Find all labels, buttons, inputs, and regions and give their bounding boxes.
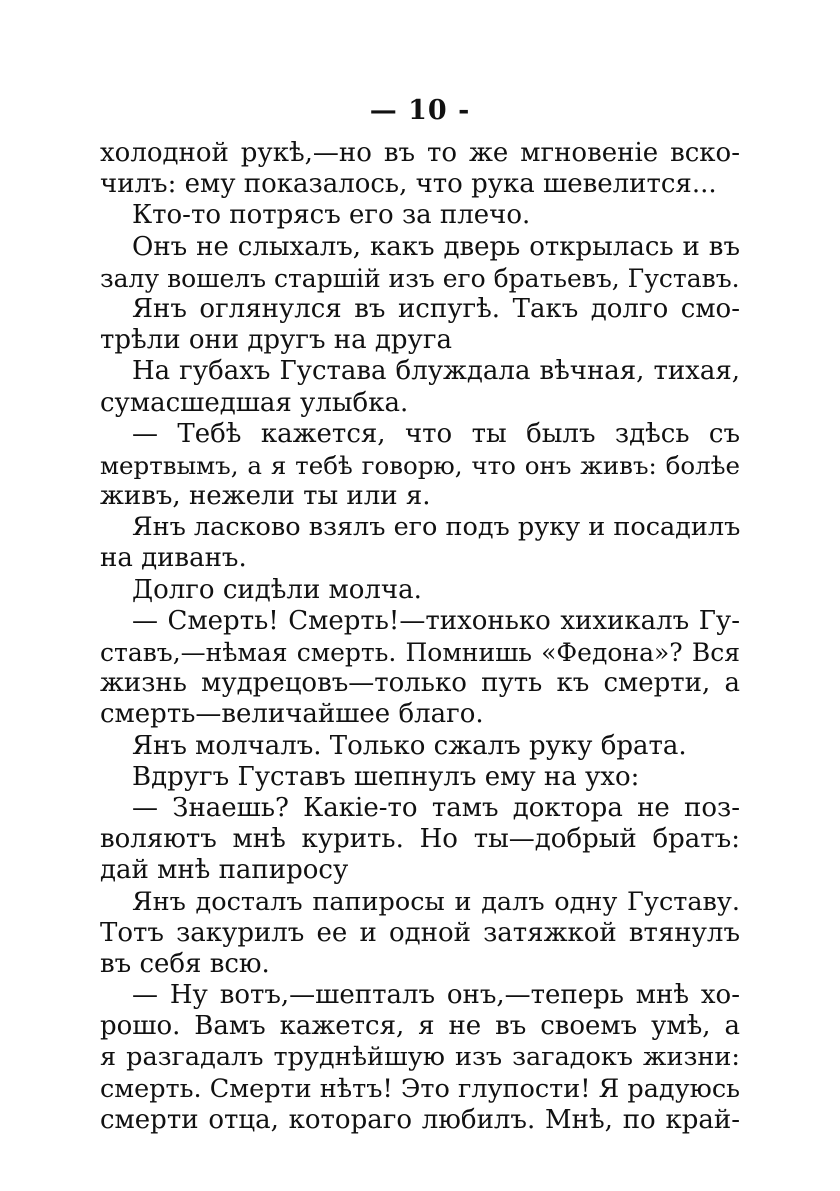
- text-line: Долго сидѣли молча.: [132, 574, 422, 605]
- text-line: На губахъ Густава блуждала вѣчная, тихая,: [132, 356, 740, 387]
- text-line: Кто-то потрясъ его за плечо.: [132, 200, 531, 231]
- text-line: трѣли они другъ на друга: [100, 325, 452, 356]
- text-line: смерти отца, котораго любилъ. Мнѣ, по край-: [100, 1104, 740, 1135]
- text-line: воляютъ мнѣ курить. Но ты—добрый братъ:: [100, 824, 740, 855]
- text-line: на диванъ.: [100, 543, 247, 574]
- text-line: Тотъ закурилъ ее и одной затяжкой втянулъ: [100, 917, 740, 948]
- text-line: Вдругъ Густавъ шепнулъ ему на ухо:: [132, 761, 640, 792]
- text-line: — Ну вотъ,—шепталъ онъ,—теперь мнѣ хо-: [132, 980, 740, 1011]
- text-line: Янъ оглянулся въ испугѣ. Такъ долго смо-: [132, 293, 740, 324]
- body-text: [100, 138, 740, 1136]
- text-line: мертвымъ, а я тебѣ говорю, что онъ живъ: болѣе: [100, 450, 740, 480]
- text-line: чилъ: ему показалось, что рука шевелится...: [100, 169, 717, 200]
- text-line: смерть. Смерти нѣтъ! Это глупости! Я радуюсь: [100, 1073, 740, 1104]
- text-line: залу вошелъ старшій изъ его братьевъ, Густавъ.: [100, 263, 740, 293]
- text-line: въ себя всю.: [100, 948, 270, 979]
- text-line: Янъ ласково взялъ его подъ руку и посадилъ: [132, 512, 740, 543]
- text-line: Янъ досталъ папиросы и далъ одну Густаву.: [132, 886, 740, 917]
- text-line: холодной рукѣ,—но въ то же мгновеніе вско-: [100, 138, 740, 168]
- text-line: рошо. Вамъ кажется, я не въ своемъ умѣ, а: [100, 1011, 740, 1042]
- text-line: живъ, нежели ты или я.: [100, 481, 431, 512]
- text-line: ставъ,—нѣмая смерть. Помнишь «Федона»? Вся: [100, 638, 740, 667]
- text-line: жизнь мудрецовъ—только путь къ смерти, а: [100, 668, 740, 699]
- text-line: смерть—величайшее благо.: [100, 699, 484, 730]
- text-line: — Смерть! Смерть!—тихонько хихикалъ Гу-: [132, 605, 740, 636]
- text-line: сумасшедшая улыбка.: [100, 387, 409, 418]
- page-number: — 10 -: [369, 95, 471, 126]
- text-line: дай мнѣ папиросу: [100, 855, 349, 886]
- text-line: — Знаешь? Какіе-то тамъ доктора не поз-: [132, 792, 740, 823]
- text-line: — Тебѣ кажется, что ты былъ здѣсь съ: [132, 418, 740, 449]
- text-line: Онъ не слыхалъ, какъ дверь открылась и въ: [132, 231, 740, 262]
- text-line: я разгадалъ труднѣйшую изъ загадокъ жизни:: [100, 1042, 740, 1073]
- text-line: Янъ молчалъ. Только сжалъ руку брата.: [132, 730, 687, 761]
